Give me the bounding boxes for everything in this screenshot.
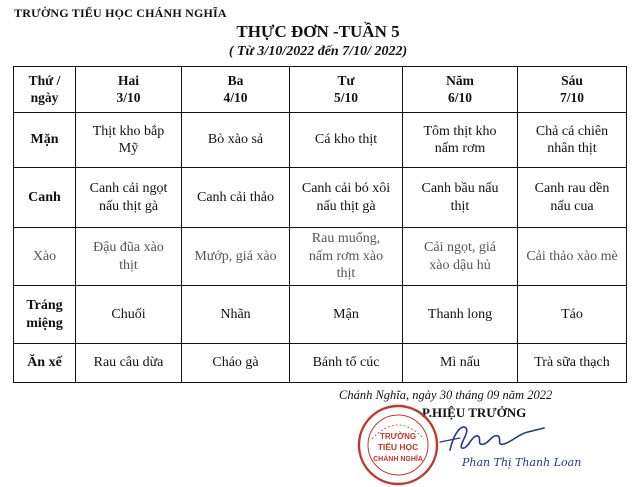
menu-cell <box>518 113 627 168</box>
row-label-line: Canh <box>28 189 61 205</box>
table-row <box>14 113 627 168</box>
day-date: 3/10 <box>116 89 141 105</box>
school-name: TRƯỜNG TIỂU HỌC CHÁNH NGHĨA <box>14 6 227 20</box>
table-row <box>14 168 627 228</box>
day-name: Ba <box>227 72 244 88</box>
menu-cell <box>182 168 290 228</box>
menu-cell <box>290 286 403 344</box>
row-label-xao <box>14 228 76 286</box>
cell-line: Đậu đũa xào <box>93 240 164 255</box>
cell-line: Canh rau dền <box>534 181 610 196</box>
day-date: 6/10 <box>447 89 472 105</box>
row-label-line: Tráng <box>26 298 63 313</box>
cell-line: Bò xào sả <box>207 132 264 148</box>
table-header-row <box>14 67 627 113</box>
row-label-line: miệng <box>26 315 63 331</box>
weekly-menu-table <box>13 66 627 383</box>
cell-line: nấm rơm xào <box>308 248 384 264</box>
table-row <box>14 286 627 344</box>
menu-cell <box>182 113 290 168</box>
signer-name: Phan Thị Thanh Loan <box>462 456 582 469</box>
cell-line: nấu thịt gà <box>98 198 159 214</box>
cell-line: Canh cải ngọt <box>89 181 168 196</box>
menu-cell <box>182 286 290 344</box>
cell-line: Cải thảo xào mè <box>526 248 618 264</box>
menu-cell <box>182 344 290 383</box>
menu-cell <box>76 286 182 344</box>
signer-title: P.HIỆU TRƯỞNG <box>422 405 527 420</box>
cell-line: Canh cải thảo <box>197 189 274 205</box>
handwritten-signature <box>432 420 552 456</box>
cell-line: Chuối <box>111 306 146 322</box>
cell-line: Thanh long <box>427 306 493 322</box>
cell-line: Rau muống, <box>311 231 381 247</box>
cell-line: Cháo gà <box>212 355 259 371</box>
menu-cell <box>290 344 403 383</box>
menu-cell <box>290 168 403 228</box>
day-date: 7/10 <box>559 89 584 105</box>
place-and-date: Chánh Nghĩa, ngày 30 tháng 09 năm 2022 <box>339 388 553 402</box>
menu-cell <box>403 286 518 344</box>
menu-cell <box>518 286 627 344</box>
official-seal <box>356 403 440 487</box>
cell-line: Mỹ <box>118 141 139 156</box>
menu-cell <box>403 228 518 286</box>
menu-cell <box>518 344 627 383</box>
menu-cell <box>76 113 182 168</box>
menu-cell <box>290 228 403 286</box>
cell-line: Tôm thịt kho <box>423 123 497 139</box>
day-name: Tư <box>337 72 355 88</box>
row-label-man <box>14 113 76 168</box>
cell-line: nấm rơm <box>434 141 486 156</box>
cell-line: Cải ngọt, giá <box>424 240 496 255</box>
page-title: THỰC ĐƠN -TUẦN 5 <box>236 22 400 41</box>
row-label-line: Mặn <box>30 132 59 148</box>
day-header-tu <box>290 67 403 113</box>
cell-line: nấu cua <box>550 198 594 214</box>
seal-line-2: TIỂU HỌC <box>377 442 419 452</box>
menu-cell <box>76 168 182 228</box>
day-name: Hai <box>117 72 139 88</box>
menu-cell <box>518 228 627 286</box>
cell-line: Canh cải bó xôi <box>301 181 391 196</box>
menu-cell <box>290 113 403 168</box>
row-label-trang-mieng <box>14 286 76 344</box>
cell-line: xào dậu hủ <box>429 257 491 273</box>
cell-line: Rau câu dừa <box>93 355 164 371</box>
day-date: 4/10 <box>223 89 248 105</box>
day-name: Sáu <box>561 72 583 88</box>
cell-line: Trà sữa thạch <box>534 355 610 371</box>
corner-line: Thứ / <box>28 72 61 88</box>
corner-header <box>14 67 76 113</box>
menu-cell <box>76 228 182 286</box>
menu-cell <box>403 168 518 228</box>
cell-line: Mận <box>333 306 359 322</box>
cell-line: Mướp, giá xào <box>194 248 277 264</box>
cell-line: Bánh tổ cúc <box>312 355 380 371</box>
cell-line: thịt <box>336 266 356 282</box>
cell-line: nấu thịt gà <box>316 198 376 214</box>
cell-line: thịt <box>119 257 138 273</box>
menu-cell <box>76 344 182 383</box>
day-header-hai <box>76 67 182 113</box>
row-label-an-xe <box>14 344 76 383</box>
row-label-line: Xào <box>32 248 57 264</box>
cell-line: Thịt kho bắp <box>92 123 165 139</box>
cell-line: Táo <box>561 306 583 322</box>
table-row <box>14 344 627 383</box>
cell-line: thịt <box>450 198 470 214</box>
cell-line: Cá kho thịt <box>314 132 378 148</box>
row-label-line: Ăn xế <box>27 355 62 371</box>
day-header-sau <box>518 67 627 113</box>
table-row <box>14 228 627 286</box>
menu-cell <box>182 228 290 286</box>
cell-line: Chả cá chiên <box>535 123 609 139</box>
menu-cell <box>403 344 518 383</box>
menu-cell <box>403 113 518 168</box>
cell-line: Canh bầu nấu <box>421 181 499 196</box>
corner-line: ngày <box>30 89 59 105</box>
seal-line-3: CHÁNH NGHĨA <box>373 456 423 463</box>
day-header-ba <box>182 67 290 113</box>
day-date: 5/10 <box>333 89 358 105</box>
seal-line-1: TRƯỜNG <box>379 432 417 441</box>
day-name: Năm <box>446 72 474 88</box>
cell-line: Nhãn <box>220 306 251 322</box>
day-header-nam <box>403 67 518 113</box>
menu-cell <box>518 168 627 228</box>
date-range-subtitle: ( Từ 3/10/2022 đến 7/10/ 2022) <box>228 44 408 59</box>
cell-line: nhân thịt <box>547 141 597 156</box>
cell-line: Mì nấu <box>439 355 481 371</box>
row-label-canh <box>14 168 76 228</box>
